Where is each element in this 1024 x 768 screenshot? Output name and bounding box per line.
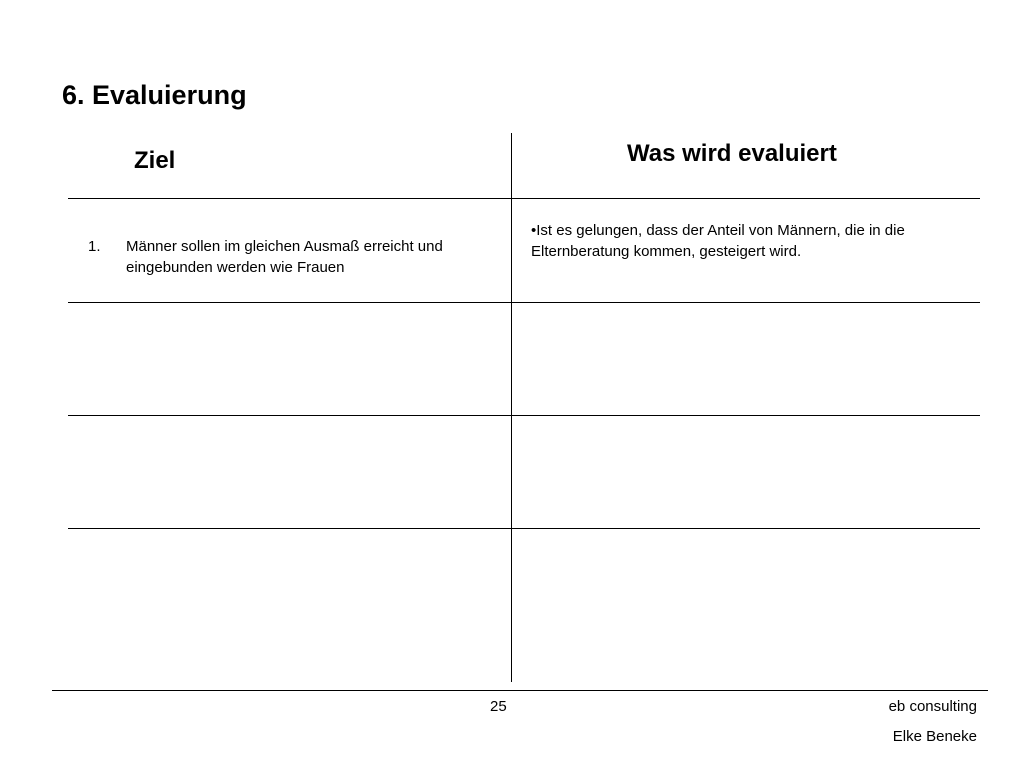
table-divider-header [68, 198, 980, 199]
table-column-divider [511, 133, 512, 682]
footer-author: Elke Beneke [892, 728, 977, 745]
page-number: 25 [490, 698, 507, 715]
table-divider-row-3 [68, 528, 980, 529]
table-divider-row-2 [68, 415, 980, 416]
footer-company: eb consulting [888, 698, 977, 715]
footer-divider [52, 690, 988, 691]
goal-number: 1. [88, 238, 101, 255]
goal-text: Männer sollen im gleichen Ausmaß erreicht und eingebunden werden wie Frauen [126, 238, 443, 276]
column-header-goal: Ziel [134, 147, 176, 174]
evaluation-text: •Ist es gelungen, dass der Anteil von Männern, die in die Elternberatung kommen, gesteigert wird. [531, 222, 905, 260]
column-header-evaluated: Was wird evaluiert [627, 140, 837, 167]
table-divider-row-1 [68, 302, 980, 303]
slide-title: 6. Evaluierung [62, 80, 247, 110]
